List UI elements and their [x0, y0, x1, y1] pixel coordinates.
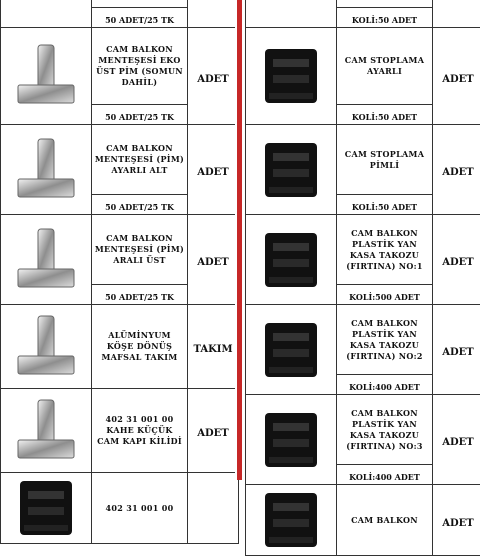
product-name: CAM BALKON PLASTİK YAN KASA TAKOZU (FIRTINA) NO:1	[337, 228, 432, 272]
product-name: CAM STOPLAMA AYARLI	[337, 55, 432, 77]
product-image	[246, 395, 337, 485]
package-qty: 50 ADET/25 TK	[105, 112, 174, 122]
unit-label: ADET	[442, 167, 474, 178]
product-image	[246, 125, 337, 215]
package-qty: 50 ADET/25 TK	[105, 15, 174, 25]
product-name: CAM BALKON	[337, 515, 432, 526]
plastic-block-icon	[255, 315, 327, 385]
package-qty: 50 ADET/25 TK	[105, 202, 174, 212]
package-qty: KOLİ:50 ADET	[352, 15, 417, 25]
corner-joint-icon	[10, 312, 82, 382]
plastic-block-icon	[255, 485, 327, 555]
hinge-pin-icon	[10, 41, 82, 111]
plastic-block-icon	[255, 405, 327, 475]
package-qty: KOLİ:50 ADET	[352, 202, 417, 212]
unit-label: ADET	[197, 428, 229, 439]
product-image	[1, 215, 92, 305]
package-qty: KOLİ:400 ADET	[349, 382, 420, 392]
product-row	[246, 215, 480, 285]
unit-label: TAKIM	[193, 344, 232, 355]
product-name: CAM BALKON MENTEŞESİ (PİM) AYARLI ALT	[92, 143, 187, 176]
product-row	[1, 473, 239, 544]
product-row	[1, 28, 239, 105]
product-row	[1, 389, 239, 473]
unit-label: ADET	[442, 347, 474, 358]
product-image	[246, 485, 337, 556]
product-name: 402 31 001 00 KAHE KÜÇÜK CAM KAPI KİLİDİ	[92, 414, 187, 447]
left-product-table	[0, 0, 235, 544]
product-name: CAM BALKON PLASTİK YAN KASA TAKOZU (FIRTINA) NO:2	[337, 318, 432, 362]
unit-label: ADET	[197, 167, 229, 178]
product-image	[1, 473, 92, 544]
unit-label: ADET	[442, 257, 474, 268]
product-row	[1, 305, 239, 389]
package-qty: 50 ADET/25 TK	[105, 292, 174, 302]
product-image	[246, 305, 337, 395]
product-image	[246, 0, 337, 28]
package-qty: KOLİ:500 ADET	[349, 292, 420, 302]
unit-label: ADET	[442, 74, 474, 85]
product-name: CAM BALKON MENTEŞESİ (PİM) ARALI ÜST	[92, 233, 187, 266]
unit-label: ADET	[197, 74, 229, 85]
product-row	[1, 215, 239, 285]
product-image	[1, 125, 92, 215]
hinge-pin-icon	[10, 135, 82, 205]
package-qty: KOLİ:400 ADET	[349, 472, 420, 482]
right-product-table	[245, 0, 480, 556]
product-row	[246, 485, 480, 556]
product-row	[1, 125, 239, 195]
product-image	[246, 28, 337, 125]
product-image	[1, 389, 92, 473]
product-row	[1, 0, 239, 8]
door-lock-icon	[10, 396, 82, 466]
product-image	[246, 215, 337, 305]
product-name: 402 31 001 00	[92, 503, 187, 514]
unit-label: ADET	[442, 437, 474, 448]
product-row	[246, 125, 480, 195]
brush-stopper-icon	[255, 135, 327, 205]
product-name: ALÜMİNYUM KÖŞE DÖNÜŞ MAFSAL TAKIM	[92, 330, 187, 363]
product-image	[1, 305, 92, 389]
product-name: CAM BALKON PLASTİK YAN KASA TAKOZU (FIRTINA) NO:3	[337, 408, 432, 452]
product-row	[246, 395, 480, 465]
product-row	[246, 305, 480, 375]
stopper-icon	[255, 41, 327, 111]
product-table	[245, 0, 480, 556]
product-image	[1, 0, 92, 28]
unit-label: ADET	[197, 257, 229, 268]
hinge-pin-icon	[10, 225, 82, 295]
product-row	[246, 0, 480, 8]
black-part-icon	[10, 473, 82, 543]
unit-label: ADET	[442, 518, 474, 529]
product-table	[0, 0, 239, 544]
product-name: CAM STOPLAMA PİMLİ	[337, 149, 432, 171]
product-row	[246, 28, 480, 105]
column-divider	[235, 0, 245, 480]
package-qty: KOLİ:50 ADET	[352, 112, 417, 122]
product-image	[1, 28, 92, 125]
product-name: CAM BALKON MENTEŞESİ EKO ÜST PİM (SOMUN DAHİL)	[92, 44, 187, 88]
plastic-block-icon	[255, 225, 327, 295]
